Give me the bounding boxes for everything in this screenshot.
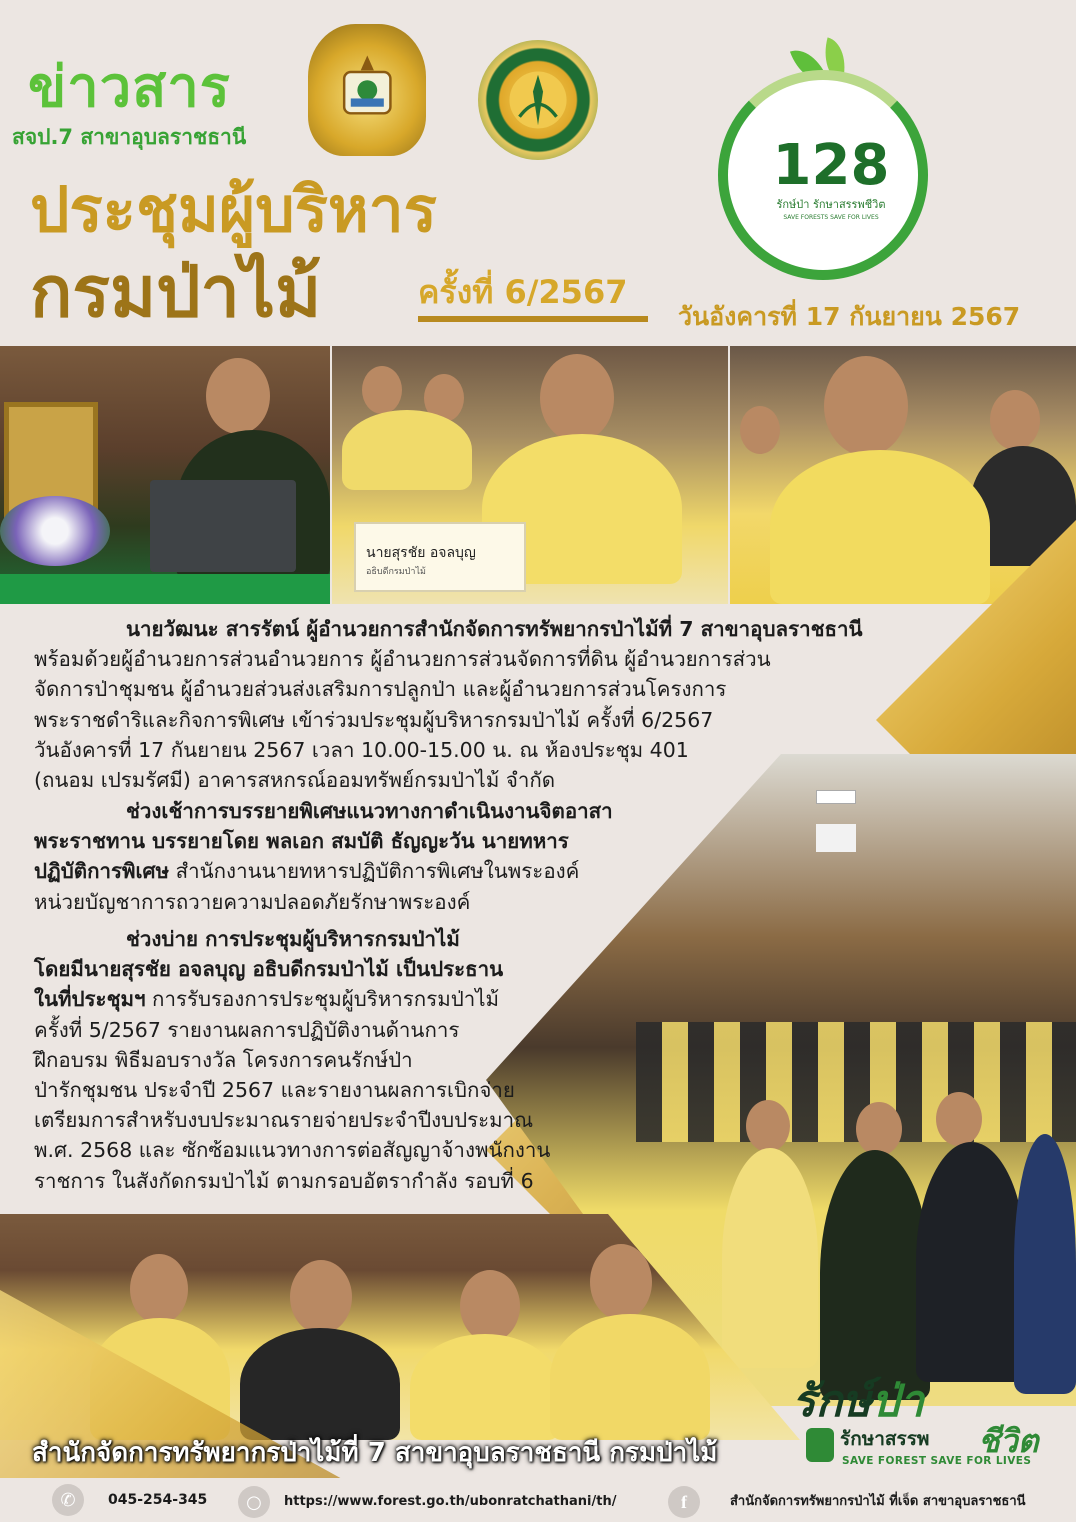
paragraph-1-lead: นายวัฒนะ สารรัตน์ ผู้อำนวยการสำนักจัดการทรัพยากรป่าไม้ที่ 7 สาขาอุบลราชธานี: [126, 617, 863, 641]
photo-attendees-1: [332, 346, 728, 604]
royal-forest-department-seal-icon: [478, 40, 598, 160]
attendee-head: [936, 1092, 982, 1146]
projector: [816, 824, 856, 852]
speaker-head: [206, 358, 270, 434]
brand-en-text: SAVE FOREST SAVE FOR LIVES: [842, 1455, 1032, 1467]
brand-sub-text: รักษาสรรพ: [840, 1428, 930, 1450]
anniversary-slogan-en: SAVE FORESTS SAVE FOR LIVES: [783, 214, 879, 221]
attendee-head: [362, 366, 402, 414]
paragraph-2: [34, 796, 714, 917]
paragraph-3-bold-line: โดยมีนายสุรชัย อจลบุญ อธิบดีกรมป่าไม้ เป็นประธาน: [34, 957, 504, 982]
paragraph-3-text: การรับรองการประชุมผู้บริหารกรมป่าไม้: [145, 987, 500, 1012]
name-plate: [354, 522, 526, 592]
headline-underline: [418, 316, 648, 322]
green-tablecloth: [0, 574, 330, 604]
attendee-jacket: [916, 1142, 1026, 1382]
paragraph-1-line: (ถนอม เปรมรัศมี) อาคารสหกรณ์ออมทรัพย์กรมป่าไม้ จำกัด: [34, 768, 556, 793]
attendee-shirt: [550, 1314, 710, 1440]
attendee-head: [740, 406, 780, 454]
anniversary-logo: [718, 40, 958, 280]
paragraph-1-line: พระราชดำริและกิจการพิเศษ เข้าร่วมประชุมผู้บริหารกรมป่าไม้ ครั้งที่ 6/2567: [34, 707, 714, 732]
paragraph-1-line: พร้อมด้วยผู้อำนวยการส่วนอำนวยการ ผู้อำนวยการส่วนจัดการที่ดิน ผู้อำนวยการส่วน: [34, 647, 771, 672]
phone-number[interactable]: 045-254-345: [108, 1492, 208, 1508]
attendee-head: [130, 1254, 188, 1324]
photo-attendees-2: [730, 346, 1076, 604]
headline-line-2: กรมป่าไม้: [30, 251, 322, 333]
anniversary-number: 128: [772, 133, 890, 198]
paragraph-3-line: ครั้งที่ 5/2567 รายงานผลการปฏิบัติงานด้านการ: [34, 1017, 460, 1042]
brand-word-2: ป่า: [871, 1376, 924, 1427]
paragraph-2-bold-line: ช่วงเช้าการบรรยายพิเศษแนวทางกาดำเนินงานจิตอาสา: [126, 799, 613, 823]
office-short-name: สจป.7 สาขาอุบลราชธานี: [12, 125, 247, 149]
paragraph-3: [34, 924, 594, 1196]
paragraph-3-line: พ.ศ. 2568 และ ซักซ้อมแนวทางการต่อสัญญาจ้างพนักงาน: [34, 1138, 551, 1163]
attendee-head: [590, 1244, 652, 1320]
attendee-head: [460, 1270, 520, 1342]
attendee-head: [990, 390, 1040, 450]
flower-arrangement: [0, 496, 110, 566]
lock-icon: [806, 1428, 834, 1462]
website-link[interactable]: https://www.forest.go.th/ubonratchathani/th/: [284, 1494, 617, 1509]
paragraph-3-bold-line: ช่วงบ่าย การประชุมผู้บริหารกรมป่าไม้: [126, 927, 460, 951]
chairman-uniform: [820, 1150, 930, 1400]
anniversary-slogan: รักษ์ป่า รักษาสรรพชีวิต: [776, 198, 886, 211]
main-attendee-head: [540, 354, 614, 442]
paragraph-2-line: หน่วยบัญชาการถวายความปลอดภัยรักษาพระองค์: [34, 889, 471, 914]
attendee-shirt: [410, 1334, 560, 1440]
brand-stamp: [792, 1376, 1068, 1488]
main-attendee-shirt: [770, 450, 990, 604]
news-label: ข่าวสาร: [28, 55, 231, 120]
brand-word-1: รักษ์: [792, 1376, 872, 1427]
laptop: [150, 480, 296, 572]
facebook-icon: f: [668, 1486, 700, 1518]
name-plate-title: อธิบดีกรมป่าไม้: [366, 567, 426, 577]
globe-icon: ○: [238, 1486, 270, 1518]
name-plate-name: นายสุรชัย อจลบุญ: [366, 545, 476, 561]
paragraph-3-bold-text: ในที่ประชุมฯ: [34, 987, 146, 1012]
attendee-head: [290, 1260, 352, 1334]
paragraph-3-line: เตรียมการสำหรับงบประมาณรายจ่ายประจำปีงบประมาณ: [34, 1108, 534, 1133]
paragraph-1-line: วันอังคารที่ 17 กันยายน 2567 เวลา 10.00-15.00 น. ณ ห้องประชุม 401: [34, 737, 689, 762]
photo-speaker: [0, 346, 330, 604]
paragraph-3-line: ฝึกอบรม พิธีมอบรางวัล โครงการคนรักษ์ป่า: [34, 1047, 413, 1072]
ministry-emblem-icon: [308, 24, 426, 156]
paragraph-3-line: ป่ารักชุมชน ประจำปี 2567 และรายงานผลการเบิกจ่าย: [34, 1078, 515, 1103]
brand-main-text: [792, 1376, 924, 1428]
headline-line-1: ประชุมผู้บริหาร: [30, 173, 437, 246]
main-attendee-head: [824, 356, 908, 456]
phone-icon: ✆: [52, 1484, 84, 1516]
paragraph-2-text: สำนักงานนายทหารปฏิบัติการพิเศษในพระองค์: [169, 859, 580, 884]
footer-office-name: สำนักจัดการทรัพยากรป่าไม้ที่ 7 สาขาอุบลราชธานี กรมป่าไม้: [32, 1438, 718, 1468]
meeting-date: วันอังคารที่ 17 กันยายน 2567: [678, 302, 1021, 331]
paragraph-3-line: ราชการ ในสังกัดกรมป่าไม้ ตามกรอบอัตรากำลัง รอบที่ 6: [34, 1168, 534, 1193]
attendee-shirt: [722, 1148, 818, 1368]
brand-life-text: ชีวิต: [978, 1422, 1039, 1460]
chairman-head: [856, 1102, 902, 1156]
attendee-shirt: [342, 410, 472, 490]
meeting-number: ครั้งที่ 6/2567: [418, 273, 628, 311]
paragraph-2-bold-line: พระราชทาน บรรยายโดย พลเอก สมบัติ ธัญญะวัน นายทหาร: [34, 829, 569, 854]
attendee-jacket: [240, 1328, 400, 1440]
paragraph-2-bold-text: ปฏิบัติการพิเศษ: [34, 859, 170, 884]
paragraph-1: [34, 614, 914, 795]
facebook-page[interactable]: สำนักจัดการทรัพยากรป่าไม้ ที่เจ็ด สาขาอุบลราชธานี: [730, 1494, 1026, 1509]
attendee-head: [746, 1100, 790, 1152]
attendee-jacket: [1014, 1134, 1076, 1394]
paragraph-1-line: จัดการป่าชุมชน ผู้อำนวยส่วนส่งเสริมการปลูกป่า และผู้อำนวยการส่วนโครงการ: [34, 677, 727, 702]
